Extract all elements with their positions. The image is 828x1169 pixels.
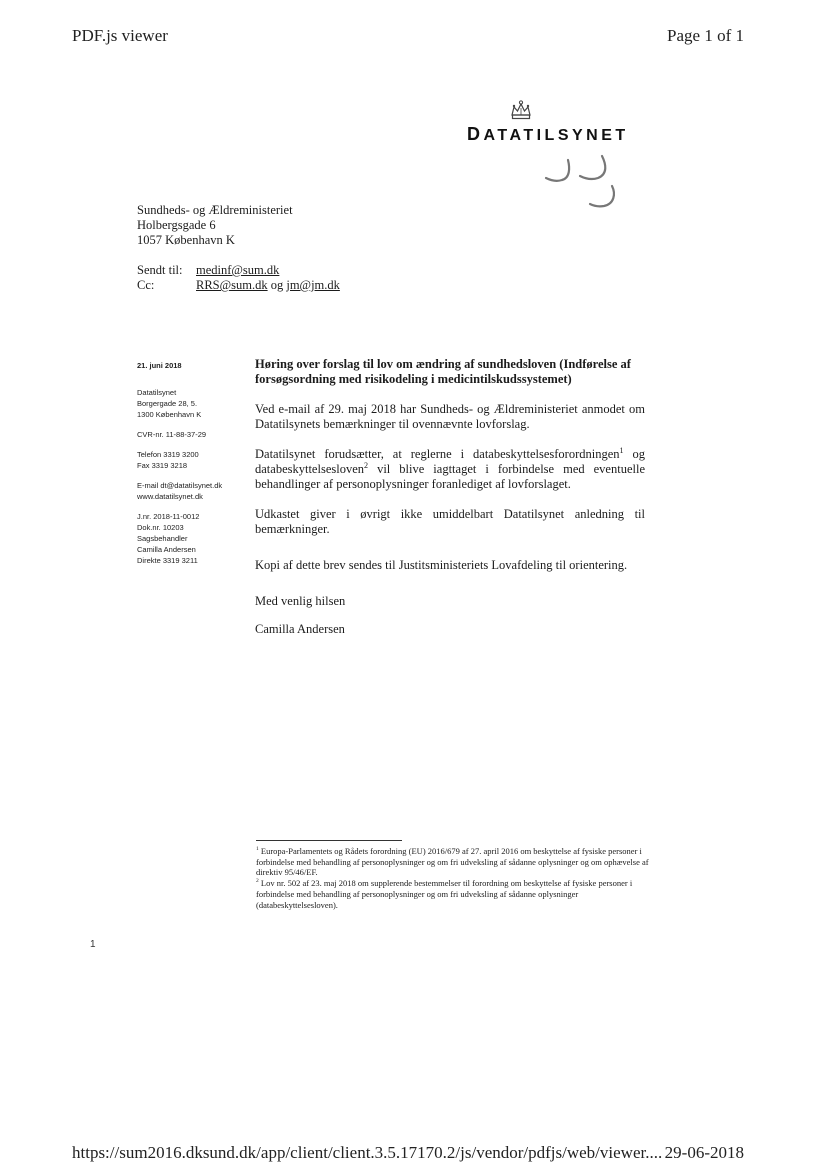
cc-email-2[interactable]: jm@jm.dk	[286, 278, 340, 292]
recipient-address	[137, 203, 293, 248]
cc-label: Cc:	[137, 278, 155, 292]
handler-direct: Direkte 3319 3211	[137, 556, 198, 565]
cc-email-1[interactable]: RRS@sum.dk	[196, 278, 268, 292]
sent-block: Sendt til: medinf@sum.dk Cc: RRS@sum.dk og jm@jm.dk	[137, 263, 340, 292]
viewer-title: PDF.js viewer	[72, 26, 168, 45]
sender-fax: Fax 3319 3218	[137, 461, 188, 470]
sender-cvr: CVR-nr. 11-88-37-29	[137, 430, 207, 439]
crown-icon	[509, 100, 533, 122]
handler-label: Sagsbehandler	[137, 534, 188, 543]
sender-sidebar	[137, 360, 222, 566]
datatilsynet-logo	[462, 100, 638, 144]
paragraph-1: Ved e-mail af 29. maj 2018 har Sundheds- og Ældreministeriet anmodet om Datatilsynets bemærkninger til ovennævnte lovforslag.	[255, 402, 645, 431]
sent-to-email[interactable]: medinf@sum.dk	[196, 263, 280, 277]
handler-name: Camilla Andersen	[137, 545, 196, 554]
footnote-ref-1: 1	[619, 445, 624, 455]
letter-date: 21. juni 2018	[137, 361, 182, 370]
paragraph-3: Udkastet giver i øvrigt ikke umiddelbart Datatilsynet anledning til bemærkninger.	[255, 507, 645, 536]
footer-date: 29-06-2018	[664, 1143, 744, 1162]
sender-email: E-mail dt@datatilsynet.dk	[137, 481, 223, 490]
footnote-1: $^1$ Europa-Parlamentets og Rådets forordning (EU) 2016/679 af 27. april 2016 om beskyttelse af fysiske personer i forbindelse med behandling af personoplysninger og om fri udveksling af sådanne oplysninger og om ophævelse af direktiv 95/46/EF.	[256, 846, 649, 878]
page-indicator: Page 1 of 1	[667, 26, 744, 45]
sent-to-label: Sendt til:	[137, 263, 183, 277]
document-number: Dok.nr. 10203	[137, 523, 184, 532]
page-number: 1	[90, 939, 96, 950]
paragraph-4: Kopi af dette brev sendes til Justitsministeriets Lovafdeling til orientering.	[255, 558, 628, 572]
footer-url: https://sum2016.dksund.dk/app/client/client.3.5.17170.2/js/vendor/pdfjs/web/viewer....	[72, 1143, 663, 1162]
paragraph-2: Datatilsynet forudsætter, at reglerne i databeskyttelsesforordningen$^1$ og databeskyttelsesloven$^2$ vil blive iagttaget i forbindelse med eventuelle behandlinger af personoplysninger foranlediget af lovforslaget.	[255, 445, 646, 491]
sender-web: www.datatilsynet.dk	[137, 492, 203, 501]
sender-address-1: Borgergade 28, 5.	[137, 399, 198, 408]
letter-body	[255, 357, 645, 637]
footnote-2: $^2$ Lov nr. 502 af 23. maj 2018 om supplerende bestemmelser til forordning om beskyttelse af fysiske personer i forbindelse med behandling af personoplysninger og om fri udveksling af sådanne oplysninger (databeskyttelsesloven).	[256, 878, 633, 910]
footnote-ref-2: 2	[364, 460, 369, 470]
handwritten-initials	[540, 152, 630, 212]
recipient-city: 1057 København K	[137, 233, 235, 247]
org-name: DATATILSYNET	[467, 124, 629, 144]
recipient-street: Holbergsgade 6	[137, 218, 216, 232]
letter-subject: Høring over forslag til lov om ændring af sundhedsloven (Indførelse af forsøgsordning med risikodeling i medicintilskudssystemet)	[255, 357, 631, 386]
sender-address-2: 1300 København K	[137, 410, 202, 419]
sender-org: Datatilsynet	[137, 388, 177, 397]
sender-phone: Telefon 3319 3200	[137, 450, 199, 459]
footnote-divider	[256, 840, 402, 841]
footnotes	[256, 846, 656, 910]
recipient-name: Sundheds- og Ældreministeriet	[137, 203, 293, 217]
journal-number: J.nr. 2018-11-0012	[137, 512, 200, 521]
signature-name: Camilla Andersen	[255, 622, 345, 636]
closing: Med venlig hilsen	[255, 594, 346, 608]
